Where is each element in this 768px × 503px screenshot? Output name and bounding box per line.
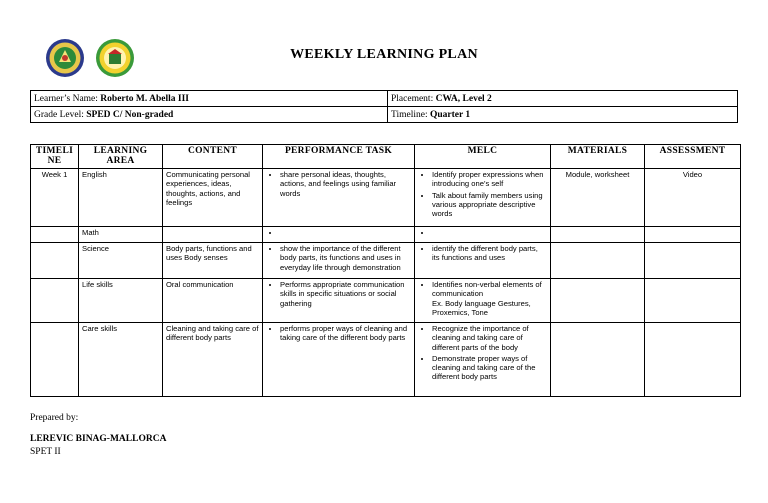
cell-assessment: Video	[645, 169, 741, 227]
learner-info-table	[30, 90, 738, 123]
cell-melc	[415, 279, 551, 323]
cell-materials: Module, worksheet	[551, 169, 645, 227]
cell-materials	[551, 323, 645, 397]
header-melc: MELC	[415, 145, 551, 169]
melc-item: • Talk about family members using various appropriate descriptive words	[432, 191, 547, 219]
header-materials: MATERIALS	[551, 145, 645, 169]
header-timeline: TIMELI NE	[31, 145, 79, 169]
cell-learning-area: Math	[79, 227, 163, 243]
cell-learning-area: English	[79, 169, 163, 227]
cell-learning-area: Care skills	[79, 323, 163, 397]
page-title: WEEKLY LEARNING PLAN	[290, 47, 478, 62]
task-item: • Performs appropriate communication skills in specific situations or social gathering	[280, 280, 411, 308]
cell-content: Cleaning and taking care of different body parts	[163, 323, 263, 397]
melc-item: • Recognize the importance of cleaning and taking care of different parts of the body	[432, 324, 547, 352]
task-item	[280, 228, 411, 237]
cell-assessment	[645, 279, 741, 323]
cell-melc	[415, 243, 551, 279]
cell-melc	[415, 227, 551, 243]
preparer-name: LEREVIC BINAG-MALLORCA	[30, 434, 167, 444]
cell-timeline: Week 1	[31, 169, 79, 227]
cell-assessment	[645, 227, 741, 243]
cell-timeline	[31, 279, 79, 323]
cell-performance-task	[263, 279, 415, 323]
placement-cell	[388, 91, 738, 107]
task-item: • share personal ideas, thoughts, actions, and feelings using familiar words	[280, 170, 411, 198]
learner-name-label: Learner’s Name:	[34, 93, 98, 104]
table-row	[31, 227, 741, 243]
cell-performance-task	[263, 323, 415, 397]
preparer-position: SPET II	[30, 447, 61, 457]
table-row	[31, 279, 741, 323]
cell-performance-task	[263, 227, 415, 243]
cell-melc	[415, 169, 551, 227]
melc-item	[432, 228, 547, 237]
table-row	[31, 169, 741, 227]
header-content: CONTENT	[163, 145, 263, 169]
cell-content: Body parts, functions and uses Body senses	[163, 243, 263, 279]
cell-performance-task	[263, 169, 415, 227]
cell-materials	[551, 243, 645, 279]
cell-melc	[415, 323, 551, 397]
timeline-label: Timeline:	[391, 109, 428, 120]
cell-assessment	[645, 243, 741, 279]
header-learning-area: LEARNING AREA	[79, 145, 163, 169]
melc-item: • identify the different body parts, its functions and uses	[432, 244, 547, 263]
cell-materials	[551, 227, 645, 243]
grade-level-label: Grade Level:	[34, 109, 84, 120]
cell-assessment	[645, 323, 741, 397]
cell-content: Communicating personal experiences, ideas, thoughts, actions, and feelings	[163, 169, 263, 227]
cell-timeline	[31, 323, 79, 397]
grade-level-cell	[31, 107, 388, 123]
cell-timeline	[31, 227, 79, 243]
cell-content: Oral communication	[163, 279, 263, 323]
cell-materials	[551, 279, 645, 323]
timeline-value: Quarter 1	[429, 109, 471, 120]
learning-plan-table	[30, 144, 741, 397]
timeline-cell	[388, 107, 738, 123]
cell-learning-area: Life skills	[79, 279, 163, 323]
learner-name-cell	[31, 91, 388, 107]
placement-label: Placement:	[391, 93, 434, 104]
task-item: • performs proper ways of cleaning and taking care of the different body parts	[280, 324, 411, 343]
melc-item: • Identifies non-verbal elements of communication Ex. Body language Gestures, Proxemics, Tone	[432, 280, 547, 317]
melc-item: • Demonstrate proper ways of cleaning and taking care of the different body parts	[432, 354, 547, 382]
task-item: • show the importance of the different body parts, its functions and uses in everyday life through demonstration	[280, 244, 411, 272]
cell-performance-task	[263, 243, 415, 279]
cell-timeline	[31, 243, 79, 279]
table-row	[31, 323, 741, 397]
header-assessment: ASSESSMENT	[645, 145, 741, 169]
learner-name-value: Roberto M. Abella III	[100, 93, 189, 104]
melc-item: • Identify proper expressions when introducing one’s self	[432, 170, 547, 189]
cell-learning-area: Science	[79, 243, 163, 279]
prepared-by-label: Prepared by:	[30, 413, 79, 423]
placement-value: CWA, Level 2	[435, 93, 492, 104]
cell-content	[163, 227, 263, 243]
table-row	[31, 243, 741, 279]
grade-level-value: SPED C/ Non-graded	[86, 109, 174, 120]
header-performance-task: PERFORMANCE TASK	[263, 145, 415, 169]
